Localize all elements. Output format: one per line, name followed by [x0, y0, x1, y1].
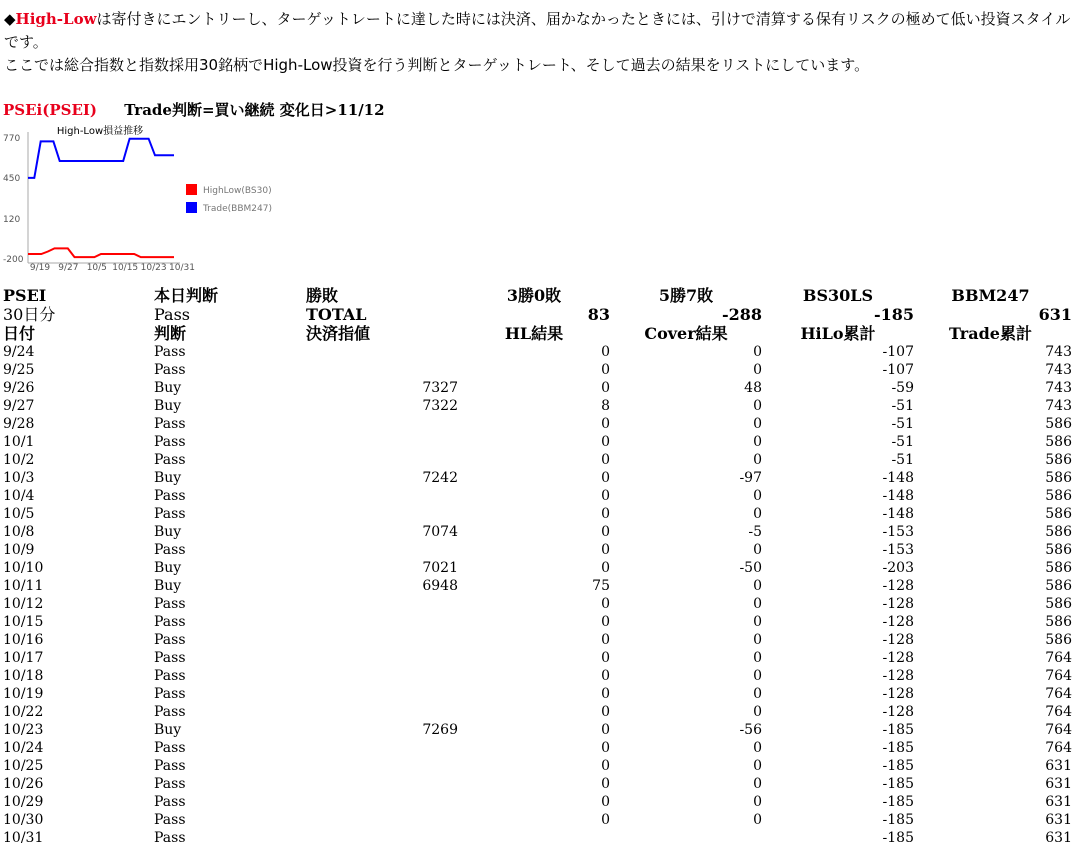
cover-result-cell: -50 — [739, 560, 762, 576]
hilo-cumulative-cell: -153 — [882, 542, 914, 558]
trade-cumulative-cell: 586 — [1045, 578, 1072, 594]
limit-price-cell — [306, 433, 458, 451]
index-symbol: PSEi(PSEI) — [3, 101, 97, 119]
chart-legend-label-1: Trade(BBM247) — [203, 204, 272, 214]
date-cell: 10/4 — [3, 488, 35, 504]
hilo-cumulative-cell: -128 — [882, 668, 914, 684]
table-row — [3, 379, 1072, 397]
column-label — [1067, 324, 1072, 343]
hilo-cumulative-cell: -148 — [882, 470, 914, 486]
hilo-cumulative-cell: -153 — [882, 524, 914, 540]
trade-cumulative-cell: 631 — [1045, 776, 1072, 792]
cover-result-cell: 0 — [753, 542, 762, 558]
table-row — [3, 703, 1072, 721]
results-table — [3, 286, 1072, 847]
table-row — [3, 541, 1072, 559]
hilo-cumulative-cell: -128 — [882, 578, 914, 594]
column-label: Cover結果 — [644, 324, 728, 343]
judgement-cell: Pass — [154, 434, 186, 450]
cover-result-cell: 0 — [753, 344, 762, 360]
cover-result-cell: 48 — [744, 380, 762, 396]
limit-price-cell — [306, 451, 458, 469]
limit-price-cell — [306, 811, 458, 829]
cover-result-cell: 0 — [753, 614, 762, 630]
cover-result-cell: 0 — [753, 596, 762, 612]
trade-cumulative-cell: 764 — [1045, 650, 1072, 666]
trade-cumulative-cell: 743 — [1045, 344, 1072, 360]
table-row — [3, 415, 1072, 433]
judgement-cell: Pass — [154, 704, 186, 720]
trade-cumulative-cell: 586 — [1045, 470, 1072, 486]
hl-result-cell: 0 — [601, 542, 610, 558]
date-cell: 10/22 — [3, 704, 44, 720]
intro-line-2: ここでは総合指数と指数採用30銘柄でHigh-Low投資を行う判断とターゲットレート、そして過去の結果をリストにしています。 — [4, 56, 870, 74]
judgement-cell: Buy — [154, 470, 182, 486]
hilo-cumulative-cell: -107 — [882, 344, 914, 360]
hl-result-cell: 0 — [601, 758, 610, 774]
limit-price-cell — [306, 541, 458, 559]
table-row — [3, 667, 1072, 685]
intro-line-1: は寄付きにエントリーし、ターゲットレートに達した時には決済、届かなかったときには、引けで清算する保有リスクの極めて低い投資スタイルです。 — [4, 10, 1071, 51]
table-row — [3, 793, 1072, 811]
column-label: 日付 — [3, 324, 36, 343]
chart-x-tick-label: 10/15 — [112, 263, 139, 272]
date-cell: 10/8 — [3, 524, 35, 540]
table-row — [3, 433, 1072, 451]
table-row — [3, 739, 1072, 757]
hilo-cumulative-cell: -128 — [882, 596, 914, 612]
table-row — [3, 757, 1072, 775]
hilo-cumulative-cell: -128 — [882, 686, 914, 702]
chart-x-tick-label: 9/27 — [58, 263, 79, 272]
trade-cumulative-cell: 764 — [1045, 704, 1072, 720]
limit-price-cell: 7021 — [422, 560, 458, 576]
cover-result-cell: 0 — [753, 578, 762, 594]
date-cell: 9/28 — [3, 416, 35, 432]
trade-cumulative-cell: 631 — [1045, 812, 1072, 828]
cover-result-cell: 0 — [753, 812, 762, 828]
hl-result-cell: 0 — [601, 650, 610, 666]
cover-result-cell: 0 — [753, 668, 762, 684]
trade-cumulative-cell: 586 — [1045, 452, 1072, 468]
trade-cumulative-cell: 586 — [1045, 488, 1072, 504]
hilo-cumulative-cell: -185 — [882, 776, 914, 792]
hilo-cumulative-cell: -185 — [882, 740, 914, 756]
hilo-cumulative-cell: -128 — [882, 650, 914, 666]
hilo-cumulative-cell: -148 — [882, 506, 914, 522]
judgement-cell: Pass — [154, 686, 186, 702]
hl-result-cell: 0 — [601, 524, 610, 540]
limit-price-cell — [306, 757, 458, 775]
column-label: 判断 — [154, 324, 187, 343]
cover-result-cell: 0 — [753, 632, 762, 648]
date-cell: 10/19 — [3, 686, 44, 702]
hl-result-cell: 0 — [601, 614, 610, 630]
judgement-cell: Buy — [154, 560, 182, 576]
trade-cumulative-cell: 631 — [1045, 794, 1072, 810]
trade-cumulative-cell: 743 — [1045, 380, 1072, 396]
limit-price-cell — [306, 703, 458, 721]
total-cell: 83 — [587, 305, 610, 324]
judgement-cell: Buy — [154, 524, 182, 540]
hl-result-cell: 0 — [601, 380, 610, 396]
limit-price-cell — [306, 361, 458, 379]
date-cell: 10/16 — [3, 632, 44, 648]
limit-price-cell — [306, 775, 458, 793]
limit-price-cell: 7242 — [422, 470, 458, 486]
hl-result-cell — [458, 829, 610, 847]
cover-result-cell: 0 — [753, 506, 762, 522]
date-cell: 10/9 — [3, 542, 35, 558]
cover-result-cell — [610, 829, 762, 847]
trade-cumulative-cell: 586 — [1045, 632, 1072, 648]
judgement-cell: Pass — [154, 344, 186, 360]
date-cell: 10/3 — [3, 470, 35, 486]
hl-result-cell: 0 — [601, 668, 610, 684]
limit-price-cell: 7269 — [422, 722, 458, 738]
judgement-cell: Buy — [154, 398, 182, 414]
judgement-cell: Pass — [154, 416, 186, 432]
judgement-cell: Pass — [154, 740, 186, 756]
judgement-cell: Pass — [154, 812, 186, 828]
judgement-cell: Pass — [154, 488, 186, 504]
trade-cumulative-cell: 586 — [1045, 614, 1072, 630]
hl-result-cell: 75 — [592, 578, 610, 594]
judgement-cell: Pass — [154, 830, 186, 846]
limit-price-cell — [306, 829, 458, 847]
hl-result-cell: 0 — [601, 506, 610, 522]
total-cell: -185 — [873, 305, 914, 324]
hl-result-cell: 0 — [601, 452, 610, 468]
table-row — [3, 649, 1072, 667]
judgement-cell: Pass — [154, 776, 186, 792]
judgement-cell: Pass — [154, 794, 186, 810]
judgement-cell: Pass — [154, 632, 186, 648]
table-row — [3, 397, 1072, 415]
trade-cumulative-cell: 586 — [1045, 416, 1072, 432]
trade-cumulative-cell: 743 — [1045, 362, 1072, 378]
date-cell: 10/11 — [3, 578, 44, 594]
hilo-cumulative-cell: -148 — [882, 488, 914, 504]
judgement-cell: Pass — [154, 668, 186, 684]
hl-result-cell: 0 — [601, 560, 610, 576]
total-cell: Pass — [154, 305, 191, 324]
chart-y-tick-label: 770 — [3, 134, 21, 144]
trade-cumulative-cell: 764 — [1045, 668, 1072, 684]
hl-result-cell: 0 — [601, 794, 610, 810]
hilo-cumulative-cell: -185 — [882, 794, 914, 810]
date-cell: 10/2 — [3, 452, 35, 468]
hl-result-cell: 8 — [601, 398, 610, 414]
table-row — [3, 559, 1072, 577]
judgement-cell: Buy — [154, 722, 182, 738]
header-cell: BS30LS — [802, 286, 874, 305]
cover-result-cell: 0 — [753, 488, 762, 504]
date-cell: 10/26 — [3, 776, 44, 792]
limit-price-cell — [306, 793, 458, 811]
header-cell: 本日判断 — [154, 286, 219, 305]
date-cell: 9/27 — [3, 398, 35, 414]
judgement-cell: Buy — [154, 578, 182, 594]
header-cell: PSEI — [3, 286, 47, 305]
limit-price-cell — [306, 505, 458, 523]
hilo-cumulative-cell: -51 — [891, 398, 914, 414]
hl-result-cell: 0 — [601, 704, 610, 720]
limit-price-cell — [306, 631, 458, 649]
header-cell: 5勝7敗 — [658, 286, 714, 305]
judgement-cell: Pass — [154, 650, 186, 666]
table-row — [3, 361, 1072, 379]
date-cell: 10/10 — [3, 560, 44, 576]
trade-cumulative-cell: 586 — [1045, 506, 1072, 522]
cover-result-cell: 0 — [753, 758, 762, 774]
cover-result-cell: 0 — [753, 686, 762, 702]
hl-result-cell: 0 — [601, 632, 610, 648]
date-cell: 10/1 — [3, 434, 35, 450]
limit-price-cell — [306, 613, 458, 631]
table-row — [3, 829, 1072, 847]
limit-price-cell — [306, 739, 458, 757]
cover-result-cell: 0 — [753, 740, 762, 756]
column-label: 決済指値 — [306, 324, 371, 343]
cover-result-cell: 0 — [753, 416, 762, 432]
table-header-row — [3, 286, 1072, 305]
date-cell: 10/5 — [3, 506, 35, 522]
judgement-cell: Pass — [154, 614, 186, 630]
table-column-labels — [3, 324, 1072, 343]
chart-legend-swatch-0 — [186, 184, 197, 195]
chart-series-line-1 — [28, 139, 174, 178]
trade-cumulative-cell: 586 — [1045, 596, 1072, 612]
index-heading — [3, 99, 385, 120]
column-label: HL結果 — [504, 324, 564, 343]
table-row — [3, 487, 1072, 505]
trade-judgement: Trade判断=買い継続 変化日>11/12 — [124, 101, 385, 119]
total-cell: -288 — [721, 305, 762, 324]
brand-name: High-Low — [15, 10, 97, 28]
cover-result-cell: 0 — [753, 794, 762, 810]
hilo-cumulative-cell: -203 — [882, 560, 914, 576]
trade-cumulative-cell: 586 — [1045, 560, 1072, 576]
date-cell: 10/18 — [3, 668, 44, 684]
cover-result-cell: 0 — [753, 434, 762, 450]
chart-legend-swatch-1 — [186, 202, 197, 213]
table-row — [3, 577, 1072, 595]
table-row — [3, 685, 1072, 703]
hl-result-cell: 0 — [601, 434, 610, 450]
table-row — [3, 505, 1072, 523]
total-cell: 631 — [1038, 305, 1072, 324]
limit-price-cell — [306, 343, 458, 361]
chart-x-tick-label: 10/31 — [169, 263, 195, 272]
hl-result-cell: 0 — [601, 362, 610, 378]
date-cell: 10/15 — [3, 614, 44, 630]
hilo-cumulative-cell: -107 — [882, 362, 914, 378]
header-cell — [1067, 286, 1072, 305]
cover-result-cell: -5 — [748, 524, 762, 540]
header-cell: 3勝0敗 — [506, 286, 562, 305]
hl-result-cell: 0 — [601, 488, 610, 504]
cover-result-cell: 0 — [753, 704, 762, 720]
limit-price-cell — [306, 415, 458, 433]
total-cell: TOTAL — [306, 305, 367, 324]
header-cell: BBM247 — [951, 286, 1030, 305]
hl-result-cell: 0 — [601, 596, 610, 612]
limit-price-cell — [306, 487, 458, 505]
date-cell: 9/25 — [3, 362, 35, 378]
trade-cumulative-cell: 764 — [1045, 740, 1072, 756]
trade-cumulative-cell: 586 — [1045, 524, 1072, 540]
cover-result-cell: 0 — [753, 452, 762, 468]
hilo-cumulative-cell: -185 — [882, 722, 914, 738]
cover-result-cell: 0 — [753, 650, 762, 666]
trade-cumulative-cell: 743 — [1045, 398, 1072, 414]
judgement-cell: Pass — [154, 506, 186, 522]
bullet: ◆ — [4, 10, 16, 28]
chart-x-tick-label: 10/5 — [86, 263, 107, 272]
chart-series-line-0 — [28, 248, 174, 257]
hilo-cumulative-cell: -51 — [891, 434, 914, 450]
hilo-cumulative-cell: -59 — [891, 380, 914, 396]
trade-cumulative-cell: 764 — [1045, 722, 1072, 738]
hl-result-cell: 0 — [601, 470, 610, 486]
table-row — [3, 811, 1072, 829]
judgement-cell: Pass — [154, 758, 186, 774]
hilo-cumulative-cell: -185 — [882, 830, 914, 846]
hilo-cumulative-cell: -185 — [882, 758, 914, 774]
date-cell: 10/17 — [3, 650, 44, 666]
hl-result-cell: 0 — [601, 416, 610, 432]
table-row — [3, 631, 1072, 649]
date-cell: 9/26 — [3, 380, 35, 396]
trade-cumulative-cell: 586 — [1045, 542, 1072, 558]
table-row — [3, 451, 1072, 469]
table-row — [3, 775, 1072, 793]
cover-result-cell: 0 — [753, 776, 762, 792]
date-cell: 10/24 — [3, 740, 44, 756]
column-label: HiLo累計 — [800, 324, 876, 343]
judgement-cell: Pass — [154, 596, 186, 612]
column-label: Trade累計 — [949, 324, 1032, 343]
date-cell: 10/30 — [3, 812, 44, 828]
hilo-cumulative-cell: -128 — [882, 614, 914, 630]
chart-title: High-Low損益推移 — [56, 126, 144, 137]
chart-x-tick-label: 10/23 — [140, 263, 167, 272]
judgement-cell: Pass — [154, 542, 186, 558]
chart-legend-label-0: HighLow(BS30) — [203, 186, 272, 196]
trade-cumulative-cell: 631 — [1045, 830, 1072, 846]
limit-price-cell — [306, 649, 458, 667]
table-row — [3, 721, 1072, 739]
limit-price-cell: 6948 — [422, 578, 458, 594]
limit-price-cell — [306, 595, 458, 613]
hilo-cumulative-cell: -128 — [882, 704, 914, 720]
header-cell: 勝敗 — [306, 286, 339, 305]
judgement-cell: Buy — [154, 380, 182, 396]
hilo-cumulative-cell: -51 — [891, 416, 914, 432]
hl-result-cell: 0 — [601, 722, 610, 738]
cover-result-cell: 0 — [753, 362, 762, 378]
hilo-cumulative-cell: -51 — [891, 452, 914, 468]
hl-result-cell: 0 — [601, 812, 610, 828]
limit-price-cell: 7074 — [422, 524, 458, 540]
table-row — [3, 523, 1072, 541]
intro-text — [4, 8, 1074, 77]
date-cell: 10/29 — [3, 794, 44, 810]
date-cell: 10/12 — [3, 596, 44, 612]
chart-y-tick-label: -200 — [3, 255, 24, 265]
high-low-chart — [0, 122, 300, 272]
hl-result-cell: 0 — [601, 344, 610, 360]
trade-cumulative-cell: 586 — [1045, 434, 1072, 450]
judgement-cell: Pass — [154, 452, 186, 468]
limit-price-cell: 7322 — [422, 398, 458, 414]
date-cell: 9/24 — [3, 344, 35, 360]
total-cell: 30日分 — [3, 305, 56, 324]
hilo-cumulative-cell: -128 — [882, 632, 914, 648]
limit-price-cell — [306, 667, 458, 685]
limit-price-cell: 7327 — [422, 380, 458, 396]
limit-price-cell — [306, 685, 458, 703]
hilo-cumulative-cell: -185 — [882, 812, 914, 828]
hl-result-cell: 0 — [601, 776, 610, 792]
trade-cumulative-cell: 764 — [1045, 686, 1072, 702]
table-row — [3, 595, 1072, 613]
chart-y-tick-label: 120 — [3, 215, 21, 226]
cover-result-cell: 0 — [753, 398, 762, 414]
trade-cumulative-cell: 631 — [1045, 758, 1072, 774]
date-cell: 10/25 — [3, 758, 44, 774]
table-row — [3, 343, 1072, 361]
hl-result-cell: 0 — [601, 686, 610, 702]
judgement-cell: Pass — [154, 362, 186, 378]
chart-x-tick-label: 9/19 — [29, 263, 51, 272]
table-row — [3, 469, 1072, 487]
chart-y-tick-label: 450 — [3, 173, 21, 184]
table-total-row — [3, 305, 1072, 324]
cover-result-cell: -97 — [739, 470, 762, 486]
date-cell: 10/31 — [3, 830, 44, 846]
hl-result-cell: 0 — [601, 740, 610, 756]
table-row — [3, 613, 1072, 631]
cover-result-cell: -56 — [739, 722, 762, 738]
date-cell: 10/23 — [3, 722, 44, 738]
